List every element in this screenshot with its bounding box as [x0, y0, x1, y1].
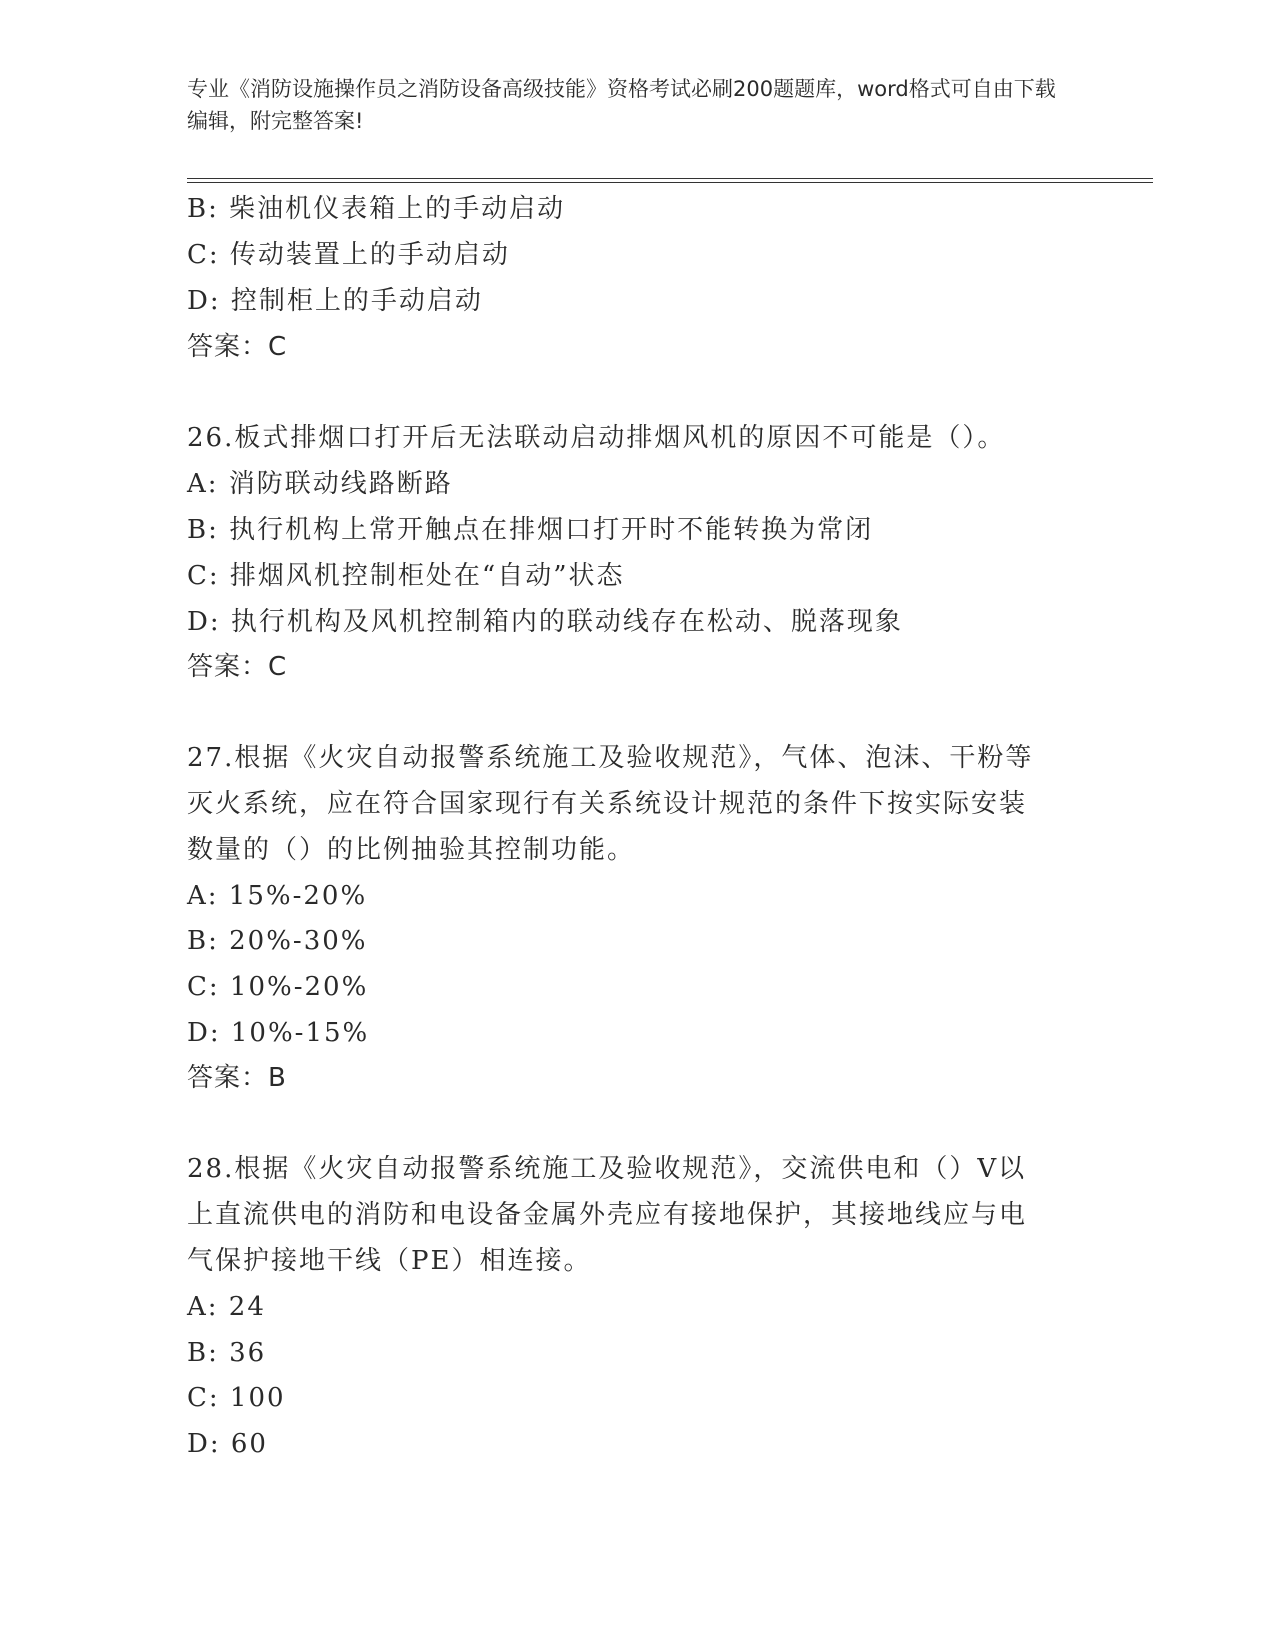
document-header: 专业《消防设施操作员之消防设备高级技能》资格考试必刷200题题库，word格式可自由下载编辑，附完整答案! [187, 77, 1056, 133]
q26-option-b: B: 执行机构上常开触点在排烟口打开时不能转换为常闭 [187, 515, 874, 545]
q25-option-d: D: 控制柜上的手动启动 [187, 286, 483, 316]
q26-option-c: C: 排烟风机控制柜处在“自动”状态 [187, 561, 625, 591]
q28-option-c: C: 100 [187, 1383, 286, 1413]
q26-option-d: D: 执行机构及风机控制箱内的联动线存在松动、脱落现象 [187, 607, 903, 637]
q27-option-c: C: 10%-20% [187, 972, 369, 1002]
q27-stem-line-2: 灭火系统，应在符合国家现行有关系统设计规范的条件下按实际安装 [187, 789, 1028, 819]
q28-option-b: B: 36 [187, 1338, 267, 1368]
q27-option-b: B: 20%-30% [187, 926, 368, 956]
q25-option-b: B: 柴油机仪表箱上的手动启动 [187, 194, 566, 224]
q28-option-d: D: 60 [187, 1429, 268, 1459]
q26-answer: 答案：C [187, 652, 288, 682]
q25-option-c: C: 传动装置上的手动启动 [187, 240, 510, 270]
q27-stem-line-1: 27.根据《火灾自动报警系统施工及验收规范》，气体、泡沫、干粉等 [187, 743, 1034, 773]
header-rule-bottom [187, 182, 1153, 183]
q27-stem-line-3: 数量的（）的比例抽验其控制功能。 [187, 835, 636, 865]
q27-answer: 答案：B [187, 1063, 287, 1093]
header-rule-top [187, 178, 1153, 179]
q25-answer: 答案：C [187, 332, 288, 362]
q26-stem: 26.板式排烟口打开后无法联动启动排烟风机的原因不可能是（）。 [187, 423, 1006, 453]
q26-option-a: A: 消防联动线路断路 [187, 469, 453, 499]
q28-stem-line-3: 气保护接地干线（PE）相连接。 [187, 1246, 592, 1276]
q28-option-a: A: 24 [187, 1292, 266, 1322]
q27-option-a: A: 15%-20% [187, 881, 368, 911]
q28-stem-line-2: 上直流供电的消防和电设备金属外壳应有接地保护，其接地线应与电 [187, 1200, 1028, 1230]
q27-option-d: D: 10%-15% [187, 1018, 370, 1048]
q28-stem-line-1: 28.根据《火灾自动报警系统施工及验收规范》，交流供电和（）V以 [187, 1154, 1027, 1184]
